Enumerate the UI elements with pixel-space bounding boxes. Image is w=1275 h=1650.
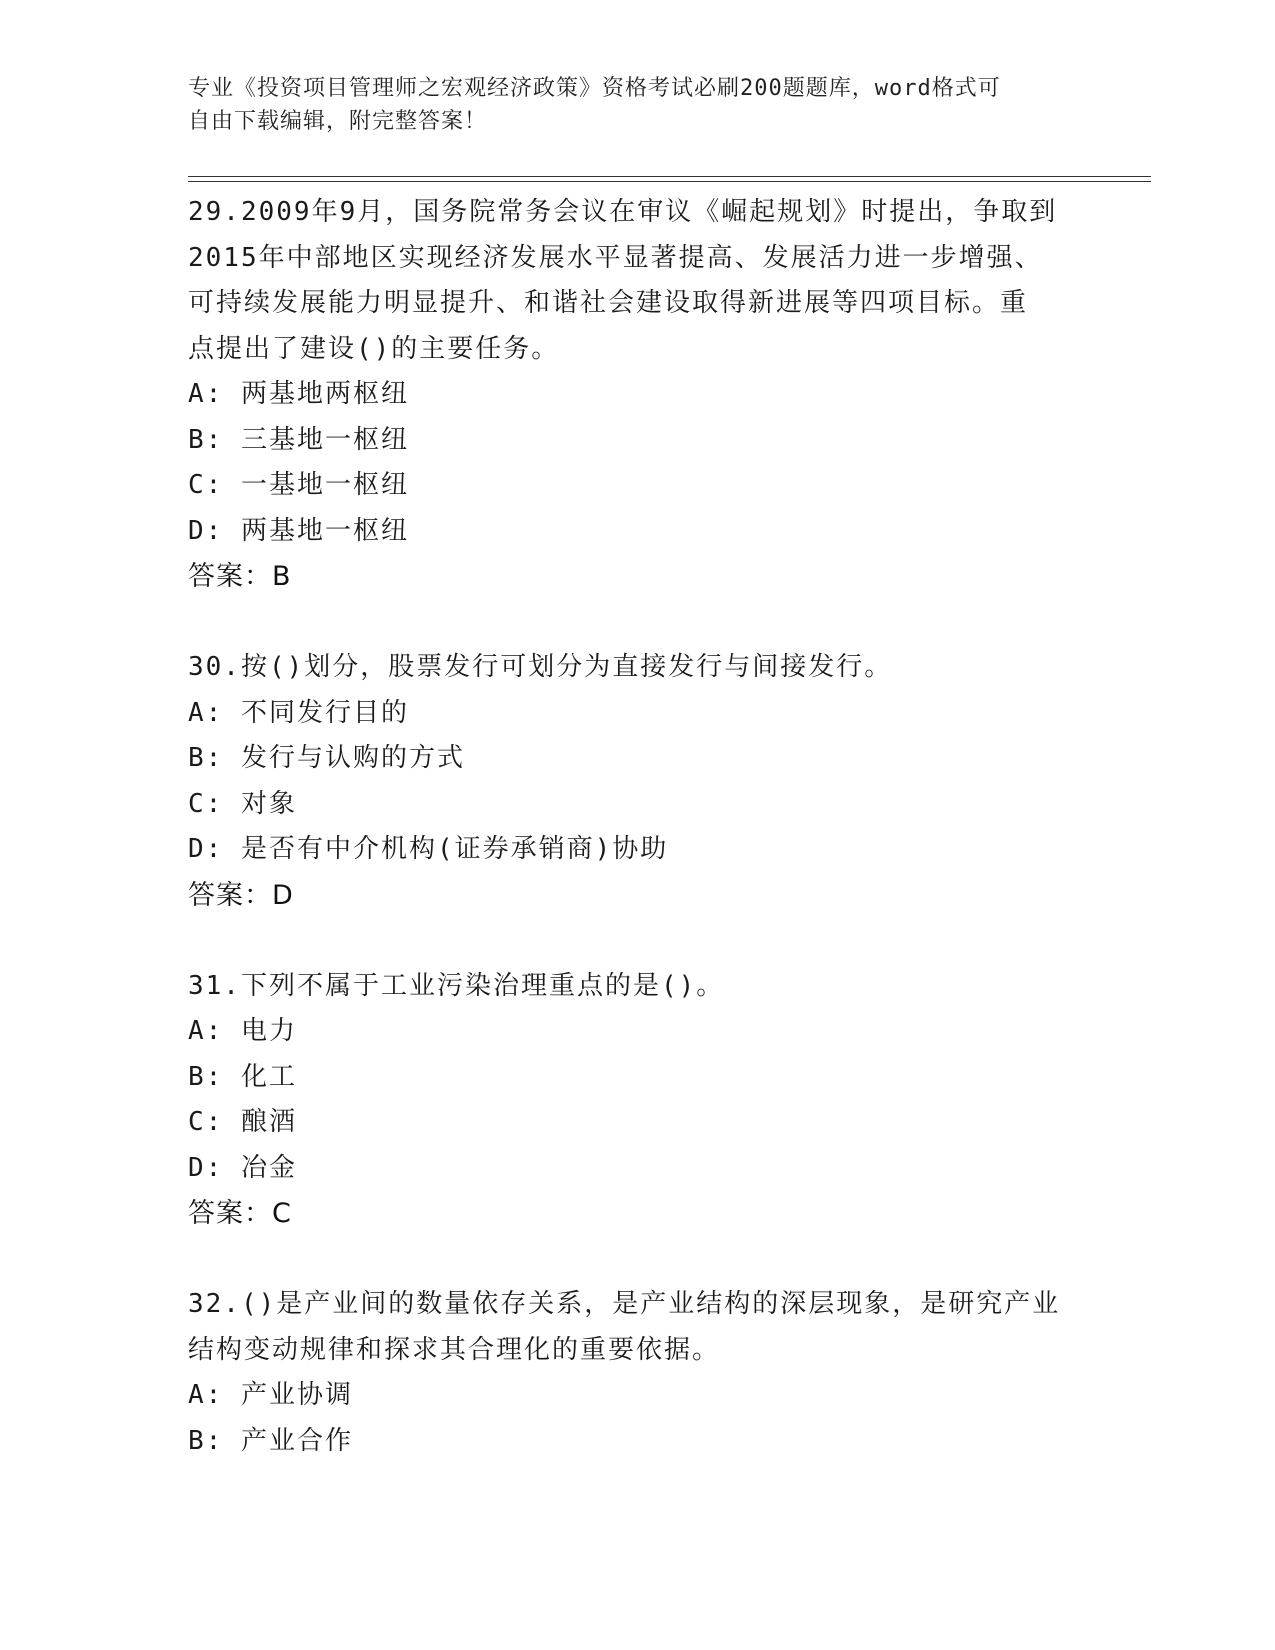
document-header [188,72,1088,138]
answer-key: 答案：C [188,1198,292,1229]
answer-option: A: 电力 [188,1016,297,1046]
answer-option: C: 一基地一枢纽 [188,470,409,500]
question-stem-line: 29.2009年9月，国务院常务会议在审议《崛起规划》时提出，争取到 [188,197,1058,227]
question-spacer [188,1237,1088,1283]
header-divider-top [188,176,1151,177]
question-stem-line: 31.下列不属于工业污染治理重点的是()。 [188,970,725,1001]
question-stem-line: 30.按()划分，股票发行可划分为直接发行与间接发行。 [188,652,893,682]
question-block [188,645,1088,918]
answer-option: D: 是否有中介机构(证券承销商)协助 [188,834,669,864]
answer-option: A: 不同发行目的 [188,697,409,728]
answer-option: A: 产业协调 [188,1380,353,1410]
question-stem-line: 2015年中部地区实现经济发展水平显著提高、发展活力进一步增强、 [188,242,1043,273]
question-stem-line: 可持续发展能力明显提升、和谐社会建设取得新进展等四项目标。重 [188,288,1029,318]
answer-option: D: 两基地一枢纽 [188,515,409,546]
header-line-1: 专业《投资项目管理师之宏观经济政策》资格考试必刷200题题库，word格式可 [188,76,1001,101]
answer-option: B: 产业合作 [188,1425,353,1456]
answer-option: C: 对象 [188,788,297,819]
answer-option: C: 酿酒 [188,1107,297,1137]
question-block [188,1282,1088,1464]
question-spacer [188,600,1088,646]
answer-option: B: 发行与认购的方式 [188,743,465,773]
question-block [188,964,1088,1237]
question-stem-line: 点提出了建设()的主要任务。 [188,333,560,364]
header-divider-bottom [188,181,1151,182]
answer-option: D: 冶金 [188,1152,297,1183]
answer-key: 答案：D [188,879,294,911]
answer-option: A: 两基地两枢纽 [188,379,409,409]
question-spacer [188,918,1088,964]
question-stem-line: 结构变动规律和探求其合理化的重要依据。 [188,1334,721,1365]
question-list [188,190,1088,1464]
question-stem-line: 32.()是产业间的数量依存关系，是产业结构的深层现象，是研究产业 [188,1289,1061,1319]
header-line-2: 自由下载编辑，附完整答案！ [188,109,488,134]
answer-option: B: 化工 [188,1061,297,1092]
answer-option: B: 三基地一枢纽 [188,424,409,455]
answer-key: 答案：B [188,561,292,592]
question-block [188,190,1088,600]
